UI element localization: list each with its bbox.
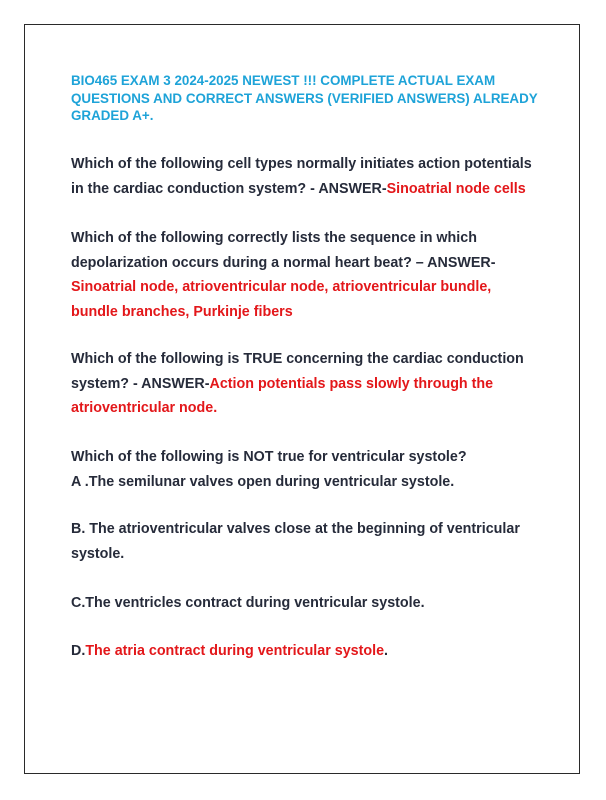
question-1: [71, 152, 541, 201]
question-4-option-d-suffix: .: [384, 643, 389, 659]
question-1-answer: Sinoatrial node cells: [386, 180, 526, 197]
question-2: [71, 226, 541, 324]
question-2-answer: Sinoatrial node, atrioventricular node, atrioventricular bundle, bundle branches, Purkinje fibers: [71, 279, 492, 320]
question-2-text: Which of the following correctly lists the sequence in which depolarization occurs during a normal heart beat? – ANSWER-: [71, 230, 496, 271]
question-4: [71, 445, 541, 494]
question-3: [71, 347, 541, 421]
question-4-option-b: B. The atrioventricular valves close at the beginning of ventricular systole.: [71, 521, 520, 562]
question-4-answer: The atria contract during ventricular systole: [85, 643, 385, 659]
question-3-answer: Action potentials pass slowly through the atrioventricular node.: [71, 375, 494, 416]
question-1-text: Which of the following cell types normally initiates action potentials in the cardiac conduction system? - ANSWER-: [71, 156, 532, 197]
question-3-text: Which of the following is TRUE concerning the cardiac conduction system? - ANSWER-: [71, 351, 524, 392]
question-4-option-d: [71, 639, 541, 664]
document-title: BIO465 EXAM 3 2024-2025 NEWEST !!! COMPLETE ACTUAL EXAM QUESTIONS AND CORRECT ANSWERS (VERIFIED ANSWERS) ALREADY GRADED A+.: [71, 73, 538, 123]
question-4-option-d-prefix: D.: [71, 643, 86, 659]
question-4-option-c: C.The ventricles contract during ventricular systole.: [71, 595, 425, 611]
question-4-option-a: A .The semilunar valves open during ventricular systole.: [71, 473, 455, 490]
question-4-text: Which of the following is NOT true for ventricular systole?: [71, 449, 467, 465]
